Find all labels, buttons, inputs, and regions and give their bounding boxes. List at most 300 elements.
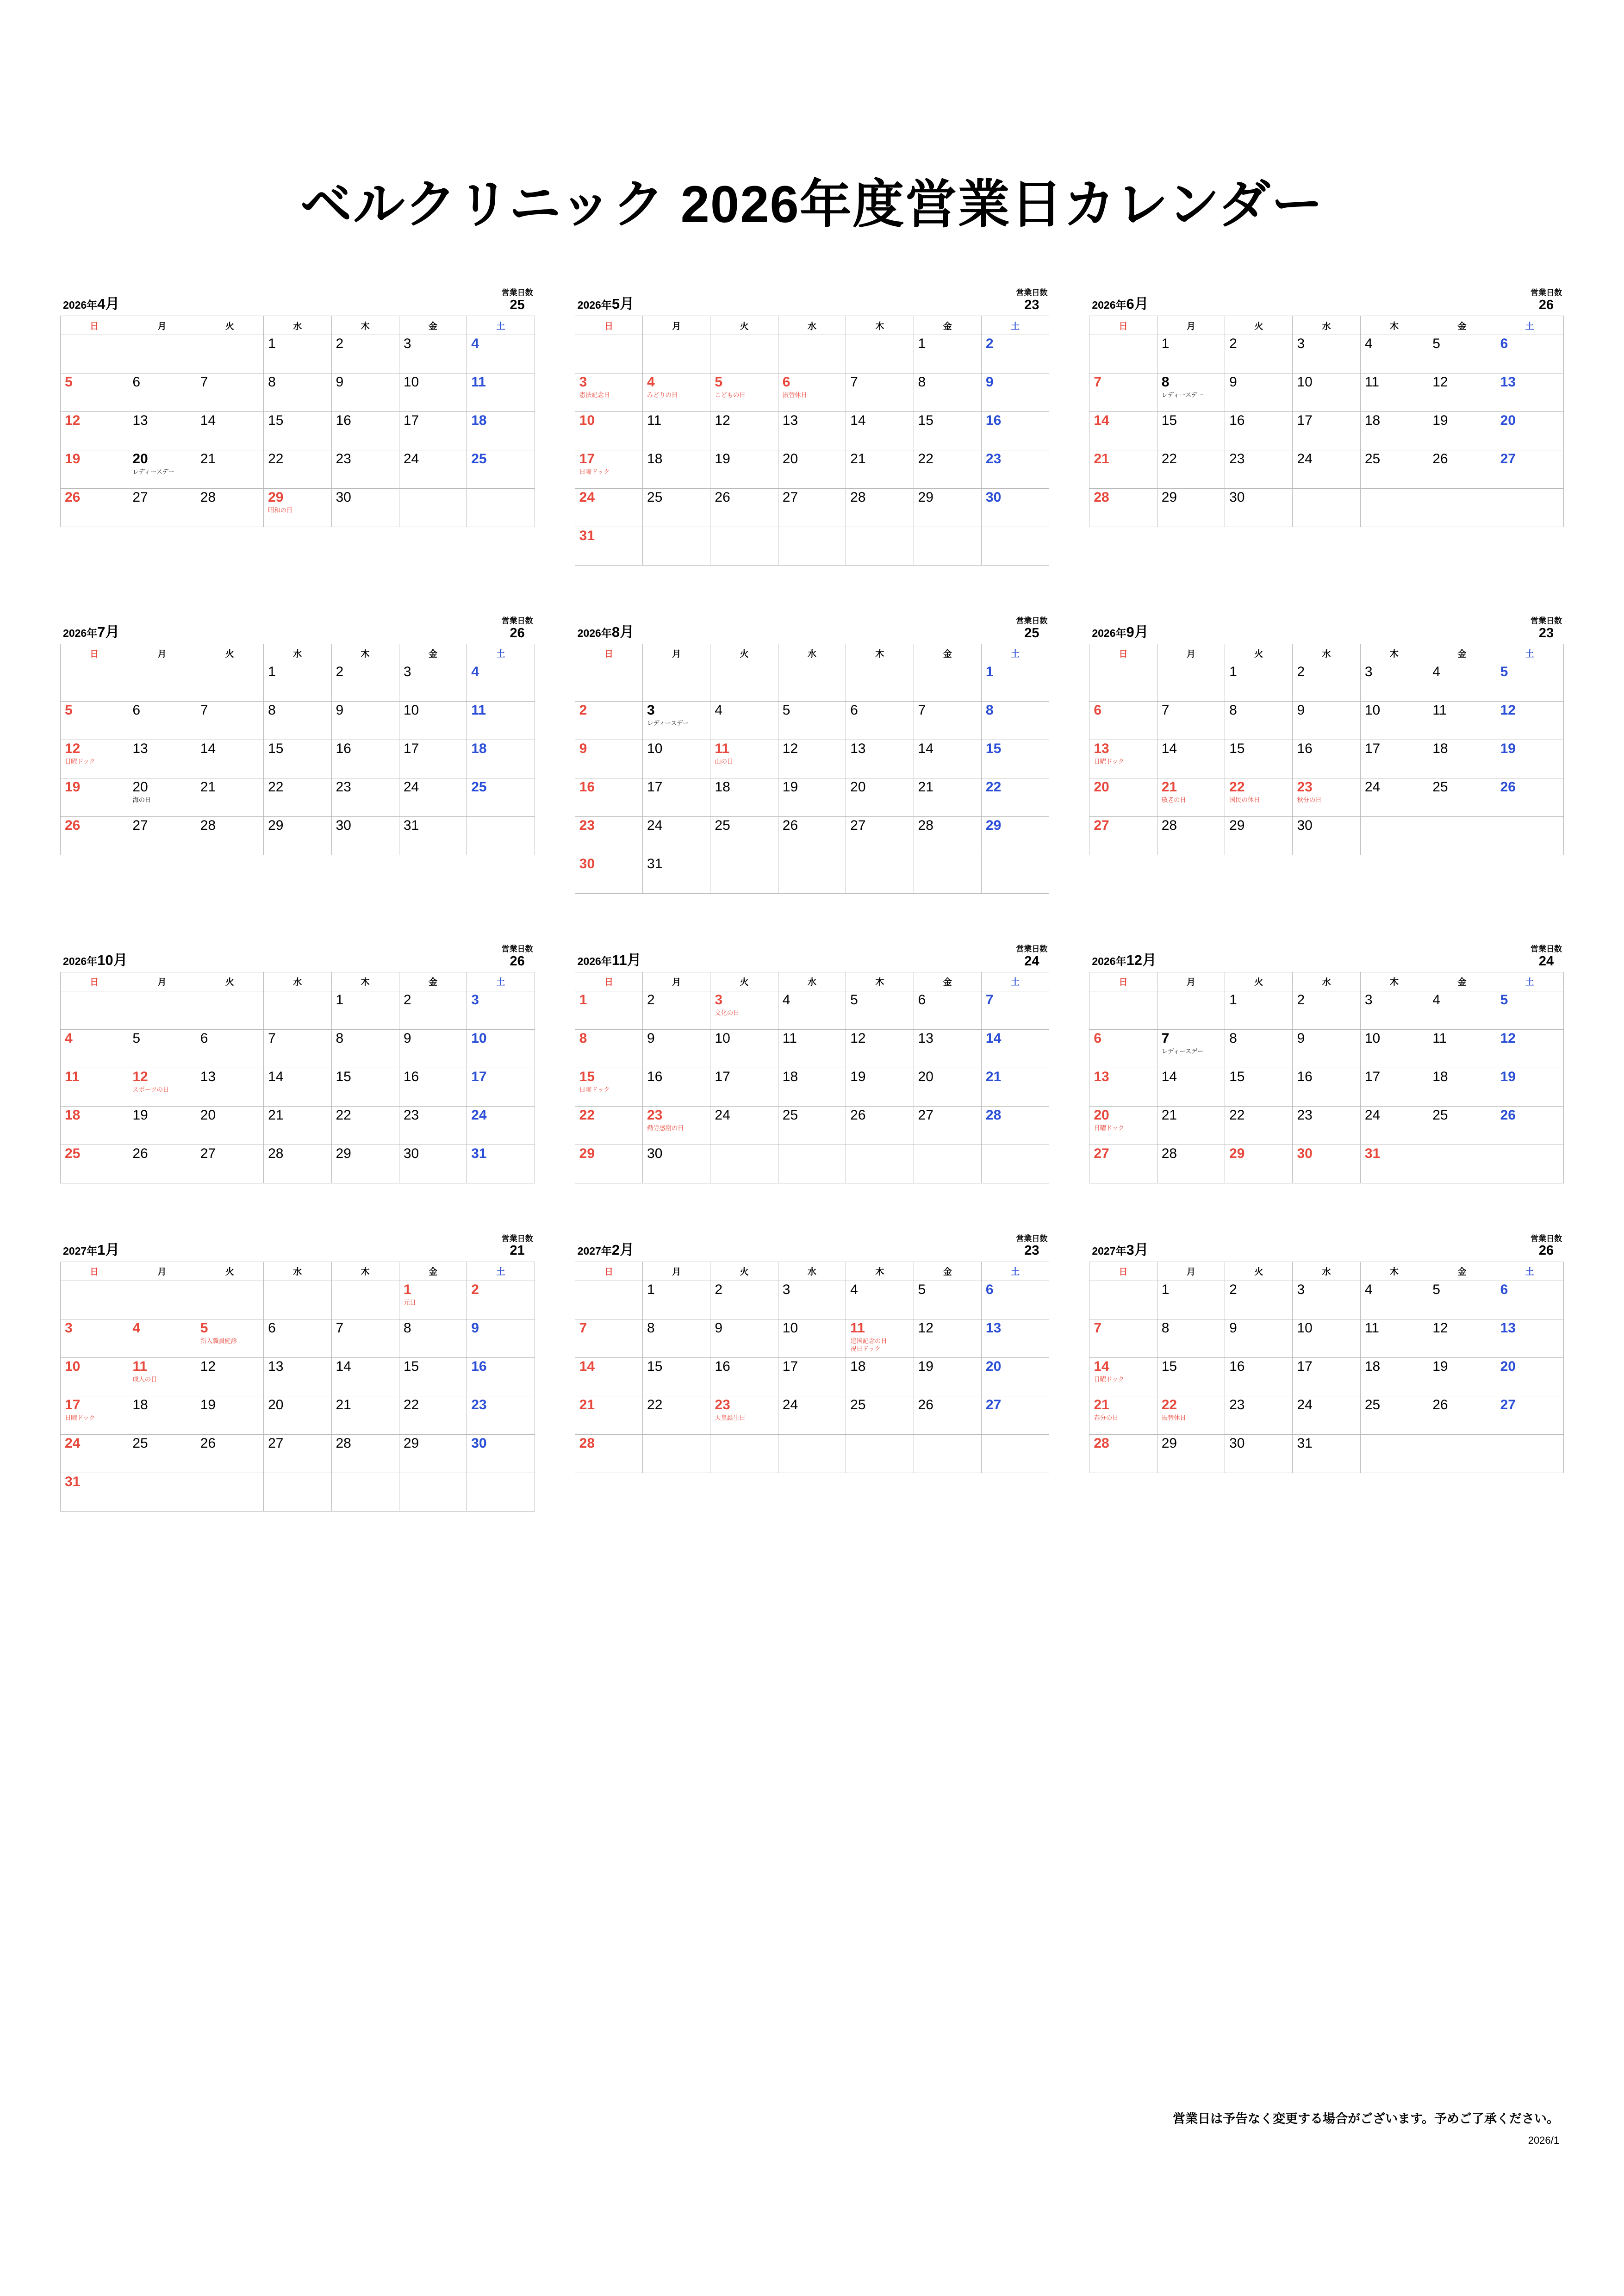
day-cell xyxy=(710,1029,778,1068)
empty-cell xyxy=(710,1434,778,1473)
day-number: 16 xyxy=(471,1358,487,1374)
day-number: 4 xyxy=(132,1320,141,1336)
day-cell xyxy=(264,740,331,778)
empty-cell xyxy=(643,527,710,566)
month-name: 12月 xyxy=(1126,952,1157,968)
day-cell xyxy=(1360,701,1428,740)
day-cell xyxy=(710,1319,778,1357)
empty-cell xyxy=(61,991,128,1029)
day-number: 20 xyxy=(200,1107,216,1123)
day-cell xyxy=(1157,412,1225,450)
day-number: 18 xyxy=(471,413,487,429)
day-cell xyxy=(1428,1357,1496,1396)
day-number: 2 xyxy=(336,336,344,352)
day-cell xyxy=(264,816,331,855)
day-number: 7 xyxy=(336,1320,344,1336)
day-cell xyxy=(1360,1396,1428,1434)
day-cell xyxy=(1360,1106,1428,1145)
day-number: 9 xyxy=(1229,374,1237,390)
day-cell xyxy=(1293,991,1360,1029)
empty-cell xyxy=(196,335,263,373)
day-number: 7 xyxy=(850,374,858,390)
day-number: 25 xyxy=(65,1145,81,1161)
empty-cell xyxy=(264,1473,331,1511)
weekday-header-6: 土 xyxy=(467,644,535,663)
day-number: 28 xyxy=(268,1145,284,1161)
month-name: 5月 xyxy=(611,296,635,312)
day-number: 25 xyxy=(1432,779,1448,795)
month-year: 2026年 xyxy=(63,955,98,967)
day-number: 25 xyxy=(1364,1397,1381,1412)
day-number: 1 xyxy=(1161,336,1170,352)
day-number: 17 xyxy=(403,413,419,429)
day-number: 4 xyxy=(65,1030,73,1046)
day-number: 22 xyxy=(1229,779,1245,795)
day-number: 15 xyxy=(918,413,933,429)
day-cell xyxy=(710,450,778,489)
empty-cell xyxy=(643,1434,710,1473)
day-number: 29 xyxy=(1229,1145,1245,1161)
day-number: 30 xyxy=(1297,1145,1313,1161)
empty-cell xyxy=(1089,663,1157,701)
day-cell xyxy=(61,1029,128,1068)
weekday-header-0: 日 xyxy=(1089,644,1157,663)
week-row xyxy=(575,1434,1049,1473)
day-cell xyxy=(196,450,263,489)
day-cell xyxy=(1293,1106,1360,1145)
day-cell xyxy=(575,1029,642,1068)
business-days-count: 21 xyxy=(510,1243,525,1258)
day-number: 5 xyxy=(715,374,723,390)
day-cell xyxy=(399,1281,467,1319)
weekday-header-5: 金 xyxy=(399,1262,467,1281)
weekday-header-4: 木 xyxy=(1360,316,1428,335)
day-cell xyxy=(128,1106,196,1145)
day-number: 22 xyxy=(985,779,1002,795)
day-note: 日曜ドック xyxy=(579,468,610,476)
day-number: 28 xyxy=(200,490,216,505)
week-row xyxy=(1089,1434,1564,1473)
day-number: 19 xyxy=(850,1069,866,1084)
day-number: 24 xyxy=(647,817,663,833)
weekday-header-5: 金 xyxy=(399,644,467,663)
day-number: 3 xyxy=(65,1320,73,1336)
weekday-header-4: 木 xyxy=(846,1262,914,1281)
day-cell xyxy=(1225,991,1293,1029)
day-number: 8 xyxy=(336,1030,344,1046)
day-cell xyxy=(331,1145,399,1183)
day-number: 27 xyxy=(985,1397,1002,1412)
week-row xyxy=(61,489,535,527)
day-number: 23 xyxy=(403,1107,419,1123)
week-row xyxy=(61,1029,535,1068)
day-number: 24 xyxy=(403,451,419,467)
day-number: 29 xyxy=(918,490,933,505)
day-number: 22 xyxy=(1161,1397,1177,1412)
day-number: 25 xyxy=(782,1107,798,1123)
weekday-header-0: 日 xyxy=(61,644,128,663)
empty-cell xyxy=(778,1145,846,1183)
day-cell xyxy=(1496,1357,1563,1396)
day-cell xyxy=(61,816,128,855)
day-cell xyxy=(1225,1319,1293,1357)
day-cell xyxy=(846,412,914,450)
day-number: 24 xyxy=(1297,451,1313,467)
day-cell xyxy=(1089,1029,1157,1068)
week-row xyxy=(1089,335,1564,373)
empty-cell xyxy=(846,855,914,893)
empty-cell xyxy=(196,991,263,1029)
weekday-header-4: 木 xyxy=(1360,644,1428,663)
week-row xyxy=(61,1106,535,1145)
week-row xyxy=(575,1357,1049,1396)
month-title xyxy=(578,620,634,641)
weekday-header-6: 土 xyxy=(1496,316,1563,335)
day-cell xyxy=(575,1319,642,1357)
weekday-header-5: 金 xyxy=(914,644,981,663)
month-year: 2026年 xyxy=(1092,955,1126,967)
day-cell xyxy=(1157,701,1225,740)
day-cell xyxy=(61,1434,128,1473)
day-number: 9 xyxy=(403,1030,411,1046)
weekday-header-5: 金 xyxy=(399,972,467,991)
empty-cell xyxy=(846,663,914,701)
day-number: 26 xyxy=(1500,1107,1516,1123)
day-cell xyxy=(981,450,1049,489)
week-row xyxy=(1089,412,1564,450)
day-note: 海の日 xyxy=(132,796,151,803)
day-cell xyxy=(914,1281,981,1319)
day-cell xyxy=(1225,1434,1293,1473)
week-row xyxy=(575,1068,1049,1106)
day-cell xyxy=(1360,1319,1428,1357)
day-cell xyxy=(1089,1434,1157,1473)
empty-cell xyxy=(575,663,642,701)
day-number: 26 xyxy=(918,1397,933,1412)
day-number: 7 xyxy=(1161,702,1170,718)
day-number: 4 xyxy=(782,992,790,1008)
business-days-label: 営業日数 xyxy=(501,944,533,953)
weekday-header-row xyxy=(61,316,535,335)
day-note: 振替休日 xyxy=(1161,1414,1186,1421)
weekday-header-2: 火 xyxy=(710,316,778,335)
day-number: 3 xyxy=(1364,664,1373,679)
month-year: 2026年 xyxy=(63,299,98,311)
weekday-header-1: 月 xyxy=(128,644,196,663)
day-number: 13 xyxy=(1500,374,1516,390)
weekday-header-0: 日 xyxy=(61,1262,128,1281)
month-name: 7月 xyxy=(97,623,120,640)
day-number: 3 xyxy=(1297,336,1305,352)
day-cell xyxy=(1496,373,1563,412)
day-number: 5 xyxy=(782,702,790,718)
day-cell xyxy=(61,701,128,740)
empty-cell xyxy=(399,489,467,527)
day-number: 16 xyxy=(715,1358,730,1374)
day-cell xyxy=(1225,1281,1293,1319)
day-cell xyxy=(467,778,535,816)
day-number: 16 xyxy=(647,1069,663,1084)
day-cell xyxy=(128,778,196,816)
day-note: 日曜ドック xyxy=(1094,1124,1124,1132)
month-name: 3月 xyxy=(1126,1241,1149,1258)
day-cell xyxy=(331,1434,399,1473)
day-number: 20 xyxy=(132,779,148,795)
day-cell xyxy=(467,412,535,450)
month-header xyxy=(60,1234,535,1262)
week-row xyxy=(575,450,1049,489)
month-calendar-table xyxy=(575,1262,1050,1473)
day-cell xyxy=(1293,1434,1360,1473)
day-number: 20 xyxy=(782,451,798,467)
day-cell xyxy=(128,373,196,412)
day-number: 15 xyxy=(1161,413,1177,429)
month-name: 4月 xyxy=(97,296,120,312)
day-cell xyxy=(575,412,642,450)
day-number: 30 xyxy=(471,1435,487,1451)
day-cell xyxy=(331,489,399,527)
day-number: 10 xyxy=(471,1030,487,1046)
day-number: 27 xyxy=(1094,817,1109,833)
day-cell xyxy=(1225,1357,1293,1396)
day-cell xyxy=(1360,778,1428,816)
day-note: 昭和の日 xyxy=(268,507,292,514)
day-cell xyxy=(1496,663,1563,701)
day-number: 8 xyxy=(918,374,926,390)
month-year: 2026年 xyxy=(577,299,612,311)
day-number: 18 xyxy=(647,451,663,467)
empty-cell xyxy=(128,335,196,373)
day-cell xyxy=(61,1106,128,1145)
day-cell xyxy=(1225,778,1293,816)
day-number: 19 xyxy=(1500,740,1516,756)
day-number: 22 xyxy=(1229,1107,1245,1123)
day-cell xyxy=(331,450,399,489)
empty-cell xyxy=(399,1473,467,1511)
weekday-header-2: 火 xyxy=(196,644,263,663)
day-cell xyxy=(196,1319,263,1357)
day-cell xyxy=(331,1396,399,1434)
day-cell xyxy=(1225,489,1293,527)
day-number: 2 xyxy=(1229,1282,1237,1297)
day-cell xyxy=(467,373,535,412)
day-number: 17 xyxy=(1364,740,1381,756)
day-note: 新入職員健診 xyxy=(200,1337,237,1344)
day-number: 26 xyxy=(1500,779,1516,795)
day-note: 文化の日 xyxy=(715,1009,740,1016)
day-number: 18 xyxy=(1432,1069,1448,1084)
day-note: 勤労感謝の日 xyxy=(647,1124,684,1132)
day-number: 1 xyxy=(1229,992,1237,1008)
day-cell xyxy=(710,701,778,740)
day-cell xyxy=(1428,1281,1496,1319)
empty-cell xyxy=(778,663,846,701)
month-title xyxy=(1092,1238,1148,1259)
day-cell xyxy=(1293,1068,1360,1106)
day-number: 5 xyxy=(65,374,73,390)
business-days-summary xyxy=(1016,616,1047,641)
day-number: 25 xyxy=(850,1397,866,1412)
day-number: 19 xyxy=(1432,1358,1448,1374)
day-cell xyxy=(981,1281,1049,1319)
day-number: 31 xyxy=(1364,1145,1381,1161)
day-number: 16 xyxy=(403,1069,419,1084)
month-title xyxy=(1092,620,1148,641)
day-number: 17 xyxy=(647,779,663,795)
day-number: 20 xyxy=(918,1069,933,1084)
day-number: 8 xyxy=(647,1320,655,1336)
week-row xyxy=(1089,1106,1564,1145)
empty-cell xyxy=(128,1473,196,1511)
empty-cell xyxy=(981,1434,1049,1473)
day-cell xyxy=(1496,1281,1563,1319)
week-row xyxy=(1089,450,1564,489)
day-cell xyxy=(1428,991,1496,1029)
day-cell xyxy=(1225,450,1293,489)
day-note: 日曜ドック xyxy=(65,1414,95,1421)
day-cell xyxy=(467,1068,535,1106)
empty-cell xyxy=(914,527,981,566)
month-header xyxy=(60,945,535,972)
day-cell xyxy=(778,1319,846,1357)
weekday-header-1: 月 xyxy=(643,644,710,663)
day-number: 8 xyxy=(268,702,276,718)
day-number: 9 xyxy=(336,702,344,718)
week-row xyxy=(61,1068,535,1106)
day-number: 28 xyxy=(1094,1435,1109,1451)
day-cell xyxy=(710,373,778,412)
day-cell xyxy=(128,1357,196,1396)
day-cell xyxy=(128,1029,196,1068)
day-cell xyxy=(1089,450,1157,489)
day-number: 5 xyxy=(1500,664,1508,679)
day-number: 14 xyxy=(985,1030,1002,1046)
weekday-header-3: 水 xyxy=(1293,644,1360,663)
month-calendar-table xyxy=(60,1262,535,1512)
day-cell xyxy=(643,1068,710,1106)
weekday-header-2: 火 xyxy=(710,972,778,991)
day-cell xyxy=(1157,1106,1225,1145)
day-cell xyxy=(846,816,914,855)
day-cell xyxy=(1089,1396,1157,1434)
day-cell xyxy=(1293,450,1360,489)
month-calendar-table xyxy=(575,316,1050,566)
weekday-header-row xyxy=(1089,316,1564,335)
day-cell xyxy=(643,489,710,527)
day-number: 21 xyxy=(200,451,216,467)
day-cell xyxy=(643,855,710,893)
day-number: 8 xyxy=(268,374,276,390)
day-cell xyxy=(1293,1396,1360,1434)
day-cell xyxy=(643,1145,710,1183)
empty-cell xyxy=(61,335,128,373)
day-number: 20 xyxy=(985,1358,1002,1374)
day-number: 31 xyxy=(579,528,595,544)
day-cell xyxy=(1428,1029,1496,1068)
day-number: 31 xyxy=(471,1145,487,1161)
day-cell xyxy=(1293,816,1360,855)
empty-cell xyxy=(846,1145,914,1183)
weekday-header-1: 月 xyxy=(643,1262,710,1281)
day-number: 17 xyxy=(782,1358,798,1374)
day-cell xyxy=(1293,701,1360,740)
day-cell xyxy=(846,1029,914,1068)
day-number: 25 xyxy=(471,451,487,467)
day-cell xyxy=(467,1357,535,1396)
weekday-header-4: 木 xyxy=(331,316,399,335)
month-title xyxy=(1092,292,1148,313)
day-number: 2 xyxy=(1297,992,1305,1008)
day-number: 14 xyxy=(1161,740,1177,756)
day-number: 22 xyxy=(336,1107,351,1123)
day-cell xyxy=(1428,778,1496,816)
day-number: 6 xyxy=(132,374,141,390)
day-cell xyxy=(575,816,642,855)
day-cell xyxy=(264,701,331,740)
day-number: 10 xyxy=(1364,1030,1381,1046)
day-number: 6 xyxy=(1094,702,1102,718)
day-cell xyxy=(1496,1068,1563,1106)
day-cell xyxy=(1360,991,1428,1029)
day-number: 14 xyxy=(200,413,216,429)
weekday-header-5: 金 xyxy=(1428,316,1496,335)
day-cell xyxy=(61,1068,128,1106)
day-cell xyxy=(778,450,846,489)
week-row xyxy=(1089,489,1564,527)
month-year: 2026年 xyxy=(63,627,98,639)
week-row xyxy=(575,778,1049,816)
empty-cell xyxy=(981,527,1049,566)
day-number: 16 xyxy=(1229,1358,1245,1374)
day-note: 憲法記念日 xyxy=(579,392,610,399)
day-number: 16 xyxy=(1229,413,1245,429)
month-year: 2027年 xyxy=(1092,1244,1126,1257)
month-calendar-table xyxy=(575,972,1050,1183)
day-number: 16 xyxy=(985,413,1002,429)
day-cell xyxy=(196,740,263,778)
day-number: 4 xyxy=(647,374,655,390)
day-cell xyxy=(914,991,981,1029)
day-number: 17 xyxy=(1364,1069,1381,1084)
month-calendar-table xyxy=(1089,1262,1564,1473)
empty-cell xyxy=(264,1281,331,1319)
day-number: 19 xyxy=(715,451,730,467)
weekday-header-3: 水 xyxy=(1293,972,1360,991)
day-cell xyxy=(643,412,710,450)
day-cell xyxy=(61,412,128,450)
day-cell xyxy=(778,816,846,855)
day-cell xyxy=(128,412,196,450)
day-number: 11 xyxy=(715,740,730,756)
day-cell xyxy=(467,701,535,740)
day-cell xyxy=(264,489,331,527)
weekday-header-row xyxy=(1089,972,1564,991)
day-cell xyxy=(264,450,331,489)
weekday-header-5: 金 xyxy=(399,316,467,335)
week-row xyxy=(61,1319,535,1357)
day-number: 7 xyxy=(1161,1030,1170,1046)
month-title xyxy=(1092,948,1157,969)
day-number: 2 xyxy=(1297,664,1305,679)
empty-cell xyxy=(1428,489,1496,527)
day-number: 8 xyxy=(403,1320,411,1336)
month-block xyxy=(1089,288,1564,566)
day-cell xyxy=(467,1281,535,1319)
business-days-count: 24 xyxy=(1538,953,1554,969)
empty-cell xyxy=(846,1434,914,1473)
day-cell xyxy=(643,740,710,778)
business-days-label: 営業日数 xyxy=(1016,616,1048,626)
